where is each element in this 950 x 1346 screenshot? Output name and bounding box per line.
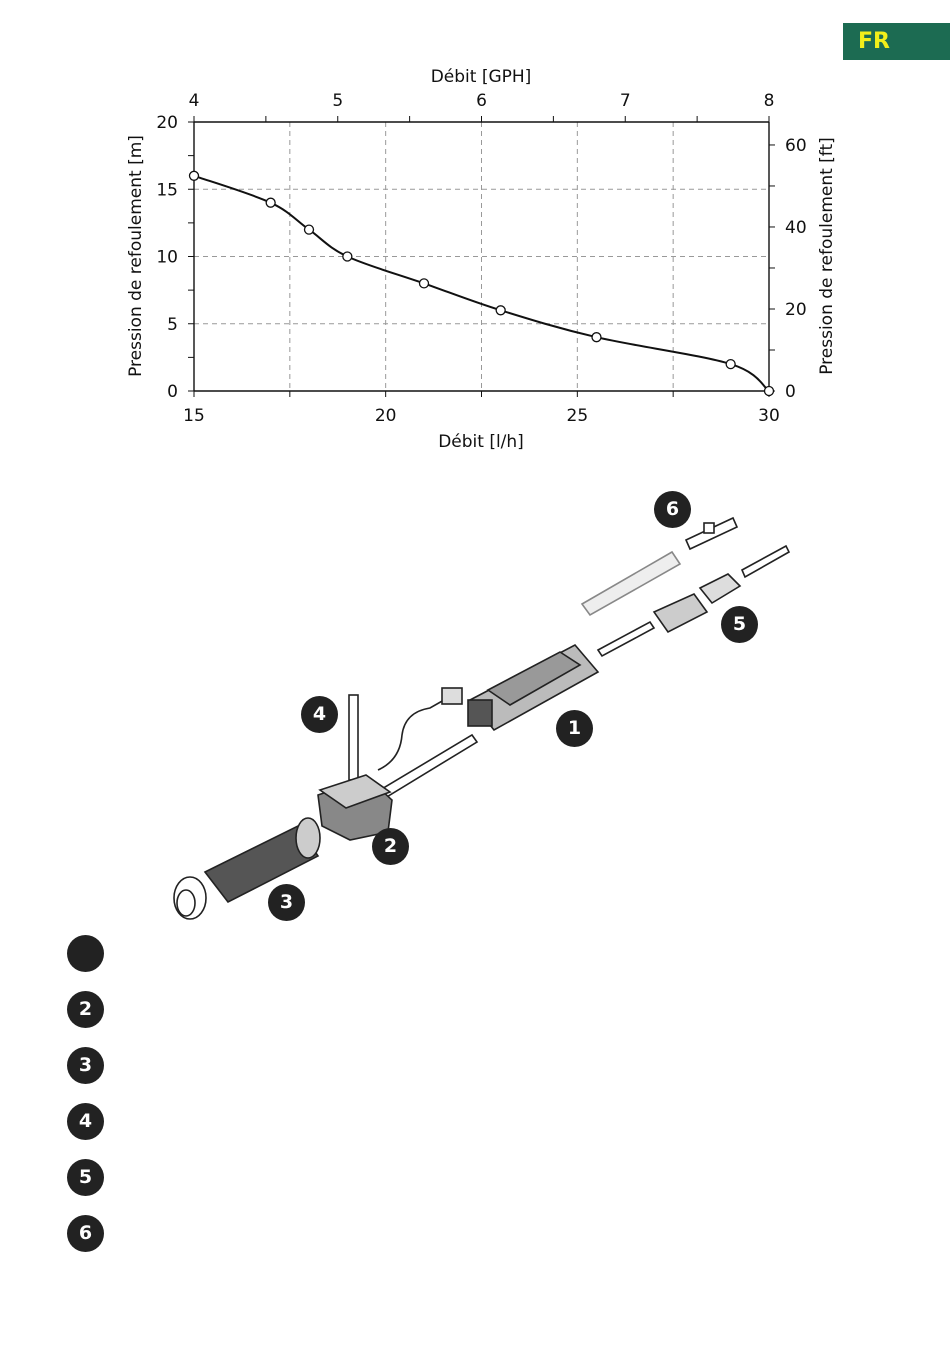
hose-ring [296, 818, 320, 858]
legend-item [67, 1158, 120, 1196]
legend-item [67, 1102, 120, 1140]
connecting-hose [380, 735, 477, 798]
legend-badge-4: 4 [67, 1103, 104, 1140]
callout-3: 3 [268, 884, 305, 921]
y-tick-label: 15 [156, 180, 178, 201]
legend-badge-5: 5 [67, 1159, 104, 1196]
chart-x-label: Débit [l/h] [438, 432, 524, 452]
legend-badge-6: 6 [67, 1215, 104, 1252]
y-tick-label: 20 [156, 113, 178, 133]
y2-tick-label: 0 [785, 382, 796, 402]
chart-x2-label: Débit [GPH] [430, 67, 532, 87]
legend-item [67, 1046, 120, 1084]
hose-inlet-inner [177, 890, 195, 916]
x2-tick-label: 4 [188, 91, 200, 111]
x2-tick-label: 7 [619, 91, 631, 111]
x-tick-label: 25 [566, 406, 589, 426]
sensor-plug [442, 688, 462, 704]
callout-2: 2 [372, 828, 409, 865]
vent-tube [349, 695, 358, 780]
x2-tick-label: 8 [763, 91, 775, 111]
callout-6: 6 [654, 491, 691, 528]
callout-5: 5 [721, 606, 758, 643]
legend-item [67, 934, 120, 972]
y2-tick-label: 20 [785, 299, 807, 320]
legend-badge-3: 3 [67, 1047, 104, 1084]
pump-front-connector [468, 700, 492, 726]
language-tab: FR [843, 23, 950, 60]
x-tick-label: 30 [758, 406, 780, 426]
x2-tick-label: 6 [476, 91, 487, 111]
y2-tick-label: 40 [785, 217, 807, 238]
x-tick-label: 15 [183, 406, 205, 426]
y-tick-label: 0 [167, 382, 178, 402]
chart-y-label: Pression de refoulement [m] [126, 135, 146, 377]
callout-4: 4 [301, 696, 338, 733]
chart-y2-label: Pression de refoulement [ft] [817, 137, 837, 375]
y-tick-label: 10 [156, 247, 178, 268]
y2-tick-label: 60 [785, 135, 807, 156]
quick-connector-right [700, 574, 740, 603]
legend-badge-1 [67, 935, 104, 972]
callout-1: 1 [556, 710, 593, 747]
spare-tube [582, 552, 680, 615]
legend-badge-2: 2 [67, 991, 104, 1028]
x-tick-label: 20 [374, 406, 397, 426]
pump-outlet-cable [598, 622, 654, 656]
outlet-tube [742, 546, 789, 577]
x2-tick-label: 5 [332, 91, 344, 111]
y-tick-label: 5 [167, 314, 178, 335]
legend-item [67, 990, 120, 1028]
quick-connector-left [654, 594, 707, 632]
tee-fitting-stub [704, 523, 714, 533]
legend-item [67, 1214, 120, 1252]
